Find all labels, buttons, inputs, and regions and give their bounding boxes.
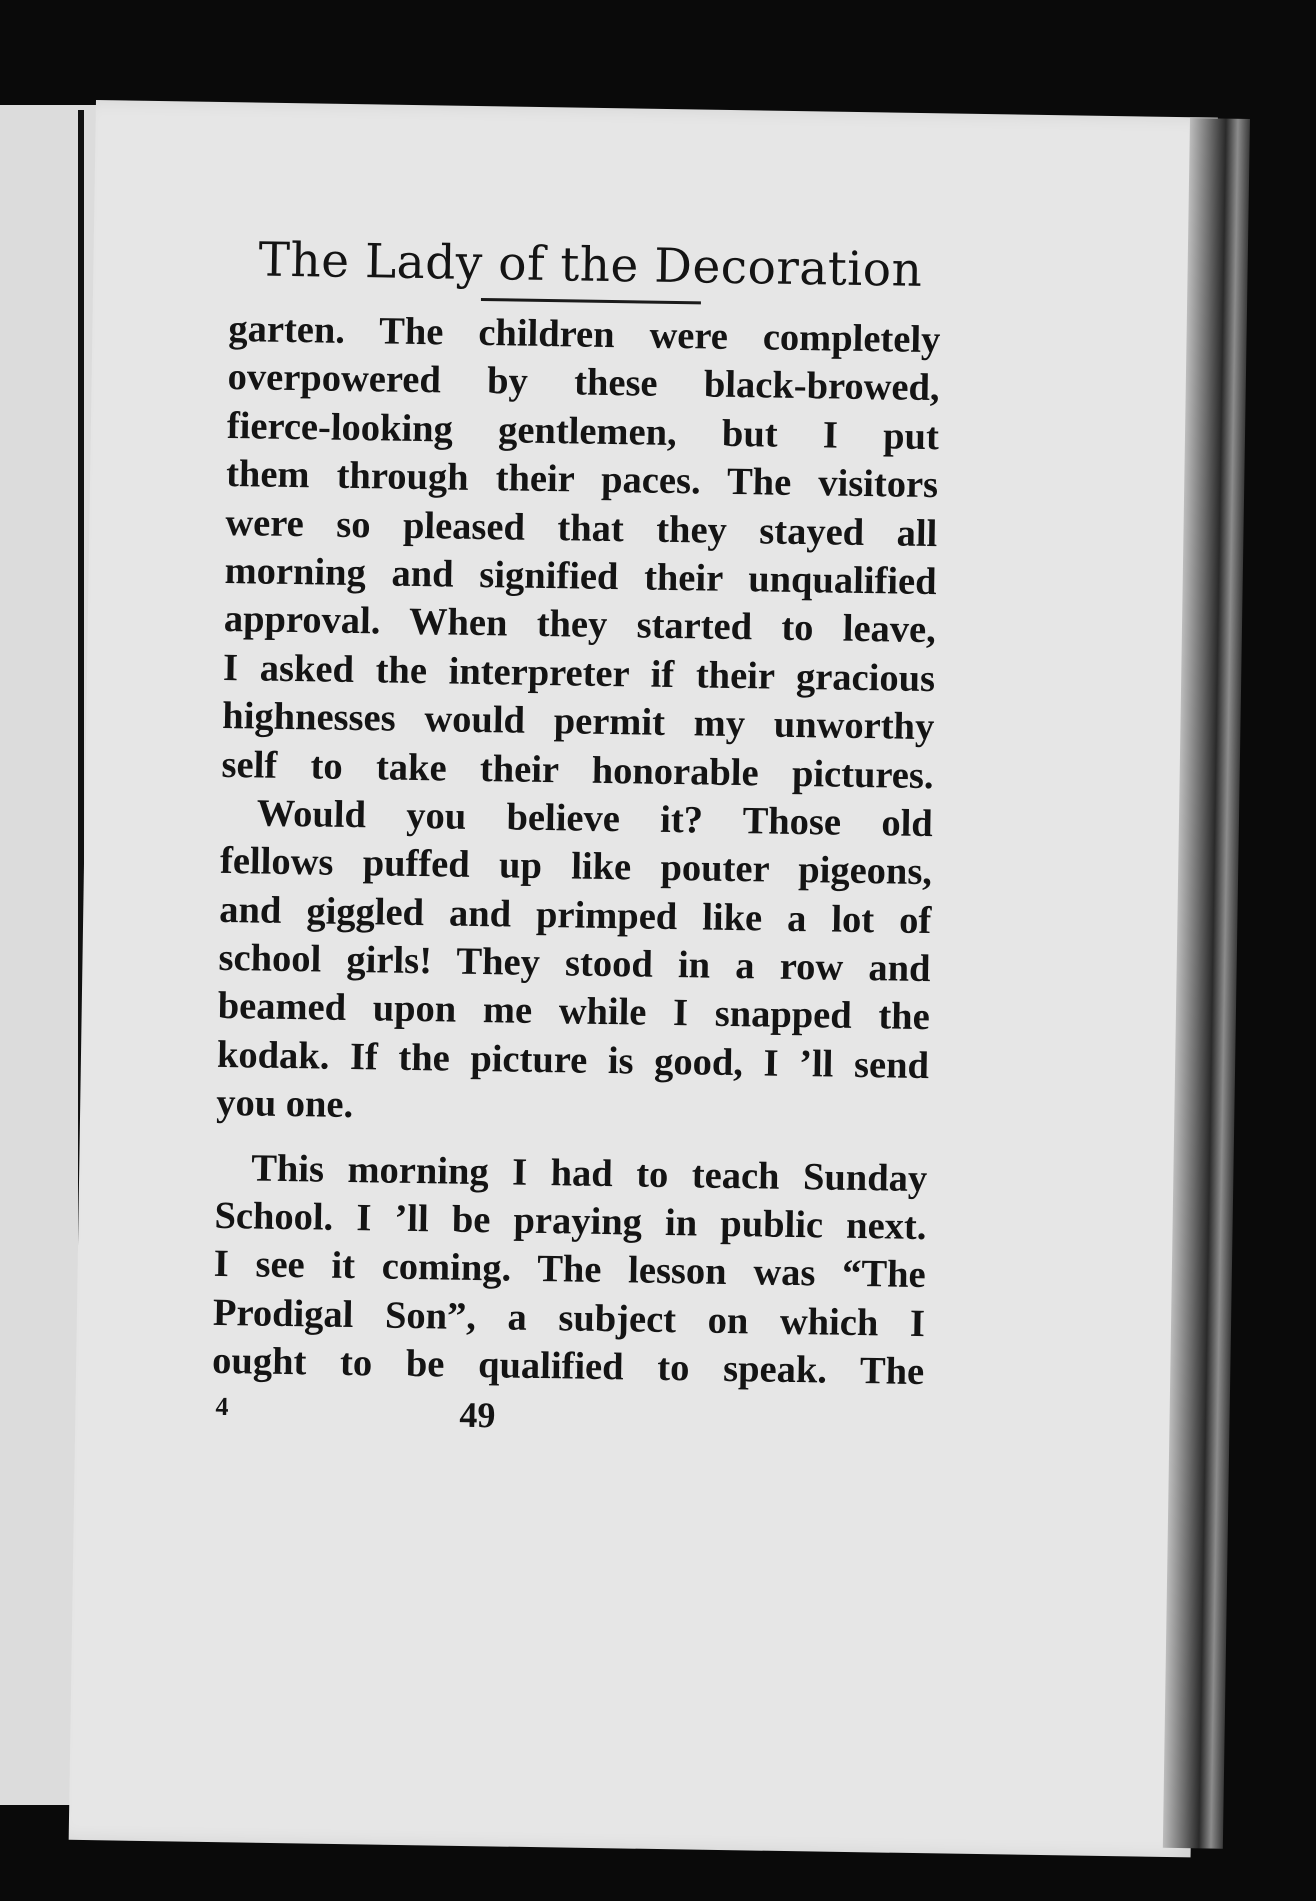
text-line: school girls! They stood in a row and	[218, 936, 931, 991]
paragraph-1	[221, 305, 941, 800]
text-line: overpowered by these black-browed,	[227, 356, 940, 410]
text-line: ought to be qualified to speak. The	[211, 1340, 925, 1394]
text-line: beamed upon me while I snapped the	[217, 985, 931, 1039]
text-line: self to take their honorable pictures.	[221, 743, 934, 797]
text-line: them through their paces. The visitors	[225, 453, 939, 507]
paragraph-2	[216, 789, 933, 1139]
text-line: approval. When they started to leave,	[223, 598, 937, 652]
running-head: The Lady of the Decoration	[258, 232, 923, 298]
body-text	[212, 305, 941, 1397]
text-line: you one.	[215, 1082, 354, 1127]
text-line: I asked the interpreter if their gracious	[222, 646, 936, 700]
text-line: I see it coming. The lesson was “The	[213, 1243, 926, 1297]
text-line: This morning I had to teach Sunday	[250, 1147, 928, 1200]
text-line: were so pleased that they stayed all	[225, 501, 938, 555]
running-head-rule	[481, 298, 701, 304]
text-line: Would you believe it? Those old	[256, 792, 934, 846]
page-number: 49	[459, 1394, 496, 1435]
text-line: morning and signified their unqualified	[224, 549, 937, 604]
text-line: fierce-looking gentlemen, but I put	[226, 404, 940, 458]
page-text-block	[211, 230, 942, 1451]
signature-mark: 4	[215, 1391, 229, 1421]
text-line: kodak. If the picture is good, I ’ll send	[216, 1033, 930, 1087]
paragraph-3	[212, 1144, 928, 1397]
text-line: and giggled and primped like a lot of	[218, 888, 932, 942]
text-line: Prodigal Son”, a subject on which I	[212, 1291, 926, 1345]
text-line: highnesses would permit my unworthy	[222, 695, 935, 749]
text-line: School. I ’ll be praying in public next.	[214, 1194, 927, 1249]
text-line: garten. The children were completely	[228, 307, 941, 362]
text-line: fellows puffed up like pouter pigeons,	[219, 840, 933, 894]
